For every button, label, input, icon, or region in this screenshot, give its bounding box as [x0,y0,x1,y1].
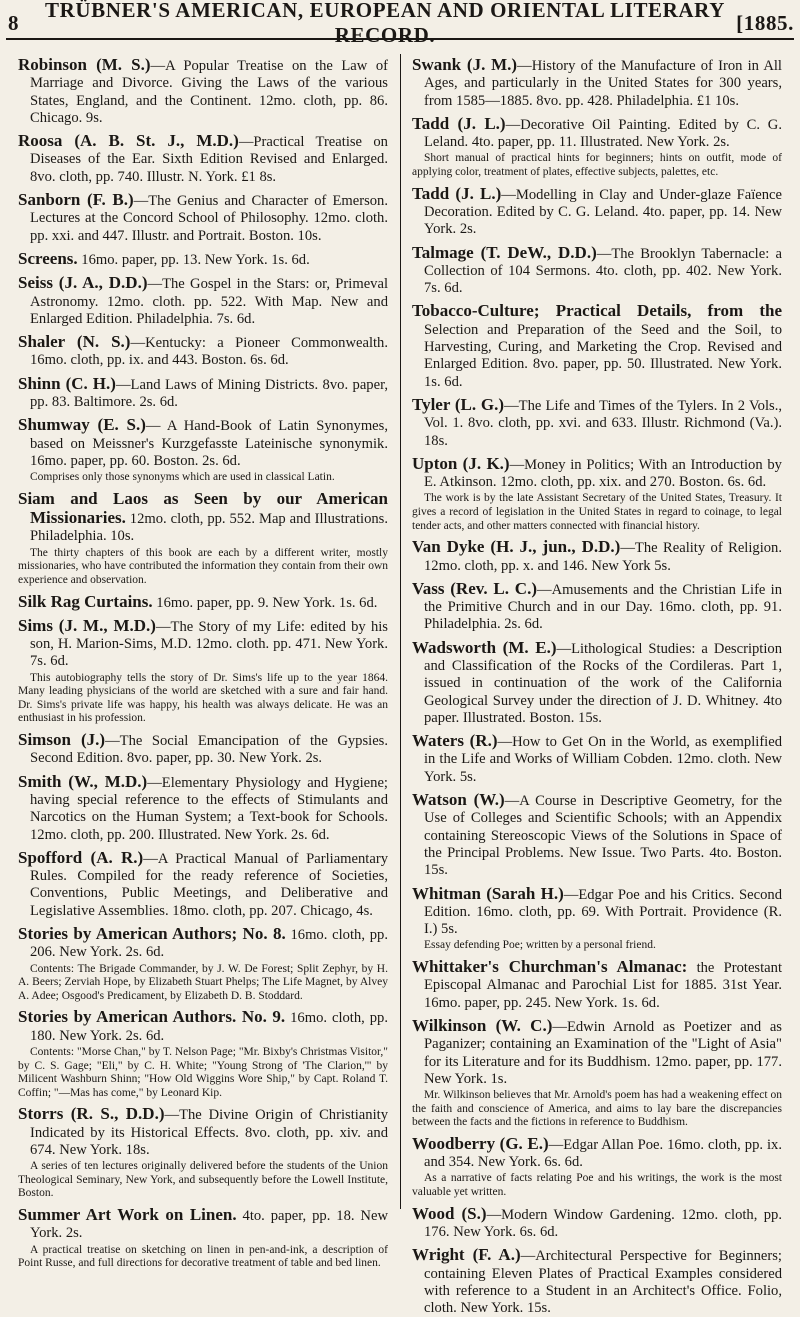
entry-details: —Modelling in Clay and Under-glaze Faïence Decoration. Edited by C. G. Leland. 4to. paper, pp. 14. New York. 2s. [424,186,782,238]
entry-note: A practical treatise on sketching on linen in pen-and-ink, a description of Point Russe, and full directions for decorative treatment of table and bed linen. [18,1243,388,1270]
entry-details: 16mo. cloth, pp. 180. New York. 2s. 6d. [30,1010,388,1044]
entry-text [18,617,388,671]
entry-author: Robinson (M. S.) [18,55,151,74]
entry-details: Selection and Preparation of the Seed and the Soil, to Harvesting, Curing, and Marketing the Crop. Revised and Enlarged Edition. 8vo. paper, pp. 50. Illustrated. New York. 1s. 6d. [424,321,782,390]
entry-note: The thirty chapters of this book are each by a different writer, mostly missionaries, who have contributed the information they contain from their own experience and observation. [18,546,388,586]
entry-author: Wood (S.) [412,1203,487,1223]
entry-author: Wilkinson (W. C.) [412,1015,553,1035]
entry-author: Upton (J. K.) [412,453,510,473]
left-column [18,55,389,1270]
entry-details: — A Hand-Book of Latin Synonymes, based on Meissner's Kurzgefasste Lateinische synonymik. 16mo. paper, pp. 60. Boston. 2s. 6d. [30,418,388,469]
catalogue-entry [18,773,388,844]
entry-author: Watson (W.) [412,790,505,810]
entry-text [18,1206,388,1243]
entry-text [412,455,782,492]
catalogue-entry [18,250,388,269]
running-title: TRÜBNER'S AMERICAN, EUROPEAN AND ORIENTAL LITERARY RECORD. [45,0,725,47]
entry-author: Shinn (C. H.) [18,373,116,393]
catalogue-entry [412,1017,782,1130]
catalogue-entry [18,132,388,186]
entry-text [18,333,388,370]
entry-text [412,732,782,786]
entry-text [412,885,782,939]
entry-details: —A Course in Descriptive Geometry, for the Use of Colleges and Scientific Schools; with an Appendix containing Stereoscopic Views of the Solutions in Space of the Principal Problems. New Issue. Two Parts. 4to. Boston. 15s. [424,793,782,879]
entry-author: Seiss (J. A., D.D.) [18,273,148,293]
entry-author: Sims (J. M., M.D.) [18,615,156,635]
catalogue-entry [18,1105,388,1201]
entry-text [18,593,388,612]
entry-details: —The Brooklyn Tabernacle: a Collection of 104 Sermons. 4to. cloth, pp. 402. New York. 7s. 6d. [424,245,782,297]
catalogue-entry [412,639,782,727]
entry-details: —Decorative Oil Painting. Edited by C. G. Leland. 4to. paper, pp. 11. Illustrated. New York. 2s. [424,116,782,151]
entry-text [412,538,782,575]
entry-text [18,925,388,962]
entry-author: Vass (Rev. L. C.) [412,578,537,598]
entry-details: 16mo. cloth, pp. 206. New York. 2s. 6d. [30,927,388,961]
entry-author: Whittaker's Churchman's Almanac: [412,957,688,977]
catalogue-entry [412,455,782,533]
entry-text [412,185,782,239]
catalogue-entry [412,185,782,239]
catalogue-entry [412,1246,782,1317]
catalogue-entry [412,115,782,180]
entry-note: Short manual of practical hints for beginners; hints on outfit, mode of applying color, treatment of plates, effective subjects, palettes, etc. [412,152,782,179]
catalogue-entry [18,593,388,612]
entry-note: As a narrative of facts relating Poe and his writings, the work is the most valuable yet written. [412,1172,782,1199]
entry-author: Wadsworth (M. E.) [412,637,557,657]
catalogue-entry [18,1008,388,1100]
entry-note: Essay defending Poe; written by a personal friend. [424,939,656,952]
entry-text [18,1105,388,1159]
entry-details: —The Social Emancipation of the Gypsies. Second Edition. 8vo. paper, pp. 30. New York. 2s. [30,733,388,767]
entry-author: Roosa (A. B. St. J., M.D.) [18,131,239,151]
entry-text [18,191,388,245]
entry-details: —Practical Treatise on Diseases of the Ear. Sixth Edition Revised and Enlarged. 8vo. cloth, pp. 740. Illustr. N. York. £1 8s. [30,134,388,185]
entry-details: —Money in Politics; With an Introduction by E. Atkinson. 12mo. cloth, pp. xix. and 270. Boston. 6s. 6d. [424,456,782,491]
catalogue-entry [18,617,388,726]
entry-author: Talmage (T. DeW., D.D.) [412,242,597,262]
entry-author: Van Dyke (H. J., jun., D.D.) [412,537,621,557]
entry-note: Contents: "Morse Chan," by T. Nelson Page; "Mr. Bixby's Christmas Visitor," by C. S. Gage; "Eli," by C. H. White; "Young Strong of 'The Clarion,'" by Milicent Washburn Shinn; "How Old Wiggins Wore Ship," by Capt. Roland T. Coffin; "—Mas has come," by Leonard Kip. [18,1046,388,1099]
entry-text [412,1205,782,1242]
entry-text [412,302,782,390]
entry-details: —The Life and Times of the Tylers. In 2 Vols., Vol. 1. 8vo. cloth, pp. xvi. and 633. Illustr. Richmond (Va.). 18s. [424,397,782,449]
catalogue-entry [412,244,782,298]
entry-author: Tadd (J. L.) [412,113,506,133]
entry-details: 12mo. cloth, pp. 552. Map and Illustrations. Philadelphia. 10s. [30,511,388,545]
entry-text [412,791,782,879]
entry-details: —The Story of my Life: edited by his son, H. Marion-Sims, M.D. 12mo. cloth. pp. 471. New York. 7s. 6d. [30,618,388,670]
entry-note: Mr. Wilkinson believes that Mr. Arnold's poem has had a weakening effect on the faith and conscience of America, and aims to lay bare the discrepancies between the facts and the fictions in reference to Buddhism. [412,1089,782,1129]
entry-text [412,56,782,110]
entry-author: Woodberry (G. E.) [412,1133,549,1153]
entry-text [412,958,782,1012]
entry-text [412,639,782,727]
entry-details: —Edgar Poe and his Critics. Second Edition. 16mo. cloth, pp. 69. With Portrait. Providence (R. I.) 5s. [424,886,782,938]
entry-author: Wright (F. A.) [412,1245,521,1265]
entry-details: —Kentucky: a Pioneer Commonwealth. 16mo. cloth, pp. ix. and 443. Boston. 6s. 6d. [30,335,388,369]
entry-note: Contents: The Brigade Commander, by J. W. De Forest; Split Zephyr, by H. A. Beers; Zerviah Hope, by Elizabeth Stuart Phelps; The Life Magnet, by Alvey A. Adee; Osgood's Predicament, by Elizabeth D. B. Stoddard. [18,962,388,1002]
entry-author: Screens. [18,248,78,268]
entry-author: Sanborn (F. B.) [18,190,134,210]
entry-details: —Lithological Studies: a Description and Classification of the Rocks of the Cordileras. Part 1, issued in continuation of the work of the California Geological Survey under the direction of J. D. Whitney. 4to paper. Illustrated. Boston. 15s. [424,640,782,726]
catalogue-entry [18,416,388,484]
entry-text [18,132,388,186]
entry-details: the Protestant Episcopal Almanac and Parochial List for 1885. 31st Year. 16mo. paper, pp. 245. New York. 1s. 6d. [424,960,782,1011]
catalogue-entry [18,56,388,127]
entry-details: —History of the Manufacture of Iron in All Ages, and particularly in the United States for 300 years, from 1585—1885. 8vo. pp. 428. Philadelphia. £1 10s. [424,58,782,109]
entry-details: —A Popular Treatise on the Law of Marriage and Divorce. Giving the Laws of the various States, England, and the Continent. 12mo. cloth, pp. 86. Chicago. 9s. [30,58,388,126]
entry-details: —Elementary Physiology and Hygiene; having special reference to the effects of Stimulants and Narcotics on the Human System; a Text-book for Schools. 12mo. cloth, pp. 200. Illustrated. New York. 2s. 6d. [30,774,388,843]
catalogue-entry [412,396,782,450]
catalogue-entry [18,731,388,768]
catalogue-entry [18,925,388,1003]
catalogue-entry [412,56,782,110]
entry-details: —How to Get On in the World, as exemplified in the Life and Works of William Cobden. 12mo. cloth. New York. 5s. [424,734,783,785]
catalogue-entry [18,333,388,370]
entry-text [412,1135,782,1172]
page-header [6,0,794,47]
entry-author: Shumway (E. S.) [18,415,146,435]
entry-details: 16mo. paper, pp. 13. New York. 1s. 6d. [77,251,310,268]
entry-text [412,1246,782,1317]
catalogue-entry [412,580,782,634]
entry-text [18,375,388,412]
entry-author: Spofford (A. R.) [18,847,144,867]
entry-author: Tobacco-Culture; Practical Details, from the [412,301,782,321]
page-year: [1885. [736,10,794,35]
entry-text [18,1008,388,1045]
entry-text [412,244,782,298]
entry-author: Tyler (L. G.) [412,394,505,414]
entry-author: Siam and Laos as Seen by our American Missionaries. [18,488,388,528]
entry-author: Silk Rag Curtains. [18,591,153,611]
entry-text [18,416,388,470]
right-column [412,55,783,1317]
entry-details: —A Practical Manual of Parliamentary Rules. Compiled for the ready reference of Societies, Conventions, Public Meetings, and Deliberative and Legislative Assemblies. 18mo. cloth, pp. 207. Chicago, 4s. [30,850,388,919]
entry-details: —Edgar Allan Poe. 16mo. cloth, pp. ix. and 354. New York. 6s. 6d. [424,1136,782,1171]
entry-author: Shaler (N. S.) [18,332,131,352]
entry-details: —Architectural Perspective for Beginners; containing Eleven Plates of Practical Examples considered with reference to a Student in an Architect's Office. Folio, cloth. New York. 15s. [424,1248,782,1317]
catalogue-entry [412,732,782,786]
entry-author: Storrs (R. S., D.D.) [18,1104,165,1124]
catalogue-entry [18,191,388,245]
entry-author: Tadd (J. L.) [412,183,502,203]
page-number: 8 [8,10,20,35]
entry-note: This autobiography tells the story of Dr. Sims's life up to the year 1864. Many leading physicians of the world are sketched with a sure and fair hand. Dr. Sims's private life was happy, his health was always delicate. He was an enthusiast in his profession. [18,671,388,725]
entry-text [412,1017,782,1088]
entry-details: —The Divine Origin of Christianity Indicated by its Historical Effects. 8vo. cloth, pp. xiv. and 674. New York. 18s. [30,1107,388,1158]
entry-text [18,56,388,127]
entry-details: 4to. paper, pp. 18. New York. 2s. [30,1208,388,1242]
catalogue-entry [412,1135,782,1200]
entry-text [18,274,388,328]
entry-details: —Amusements and the Christian Life in the Primitive Church and in our Day. 16mo. cloth, pp. 91. Philadelphia. 2s. 6d. [424,581,782,633]
entry-text [412,396,782,450]
catalogue-entry [412,791,782,879]
entry-author: Waters (R.) [412,731,498,751]
entry-author: Swank (J. M.) [412,55,518,74]
catalogue-entry [18,849,388,920]
entry-author: Simson (J.) [18,730,106,750]
catalogue-entry [412,885,782,953]
entry-author: Summer Art Work on Linen. [18,1205,237,1225]
entry-text [18,731,388,768]
entry-text [18,250,388,269]
entry-author: Stories by American Authors; No. 8. [18,924,286,944]
entry-text [412,580,782,634]
catalogue-entry [18,1206,388,1271]
entry-author: Smith (W., M.D.) [18,771,148,791]
catalogue-entry [412,958,782,1012]
entry-author: Stories by American Authors. No. 9. [18,1007,286,1027]
catalogue-entry [18,274,388,328]
entry-text [412,115,782,152]
entry-text [18,849,388,920]
entry-text [18,773,388,844]
entry-details: —The Genius and Character of Emerson. Lectures at the Concord School of Philosophy. 12mo. cloth. pp. xxi. and 447. Illustr. and Portrait. Boston. 10s. [30,193,388,244]
entry-author: Whitman (Sarah H.) [412,883,564,903]
entry-details: —Land Laws of Mining Districts. 8vo. paper, pp. 83. Baltimore. 2s. 6d. [30,376,389,411]
entry-details: —Modern Window Gardening. 12mo. cloth, pp. 176. New York. 6s. 6d. [424,1206,783,1240]
catalogue-entry [412,538,782,575]
entry-text [18,490,388,546]
entry-details: —The Gospel in the Stars: or, Primeval Astronomy. 12mo. cloth. pp. 522. With Map. New and Enlarged Edition. Philadelphia. 7s. 6d. [30,276,388,327]
entry-note: A series of ten lectures originally delivered before the students of the Union Theological Seminary, New York, and subsequently before the Lowell Institute, Boston. [18,1160,388,1200]
catalogue-entry [412,1205,782,1242]
entry-note: Comprises only those synonyms which are used in classical Latin. [30,471,335,484]
catalogue-entry [18,490,388,588]
entry-details: —Edwin Arnold as Poetizer and as Paganizer; containing an Examination of the "Light of Asia" for its Literature and for its Buddhism. 12mo. paper, pp. 177. New York. 1s. [424,1018,782,1087]
catalogue-entry [18,375,388,412]
catalogue-entry [412,302,782,390]
entry-details: —The Reality of Religion. 12mo. cloth, pp. x. and 146. New York 5s. [424,540,782,574]
entry-note: The work is by the late Assistant Secretary of the United States, Treasury. It gives a record of legislation in the United States in regard to coinage, to legal tender acts, and other matters connected with financial history. [412,492,782,532]
entry-details: 16mo. paper, pp. 9. New York. 1s. 6d. [152,594,378,611]
column-divider [400,54,401,1209]
